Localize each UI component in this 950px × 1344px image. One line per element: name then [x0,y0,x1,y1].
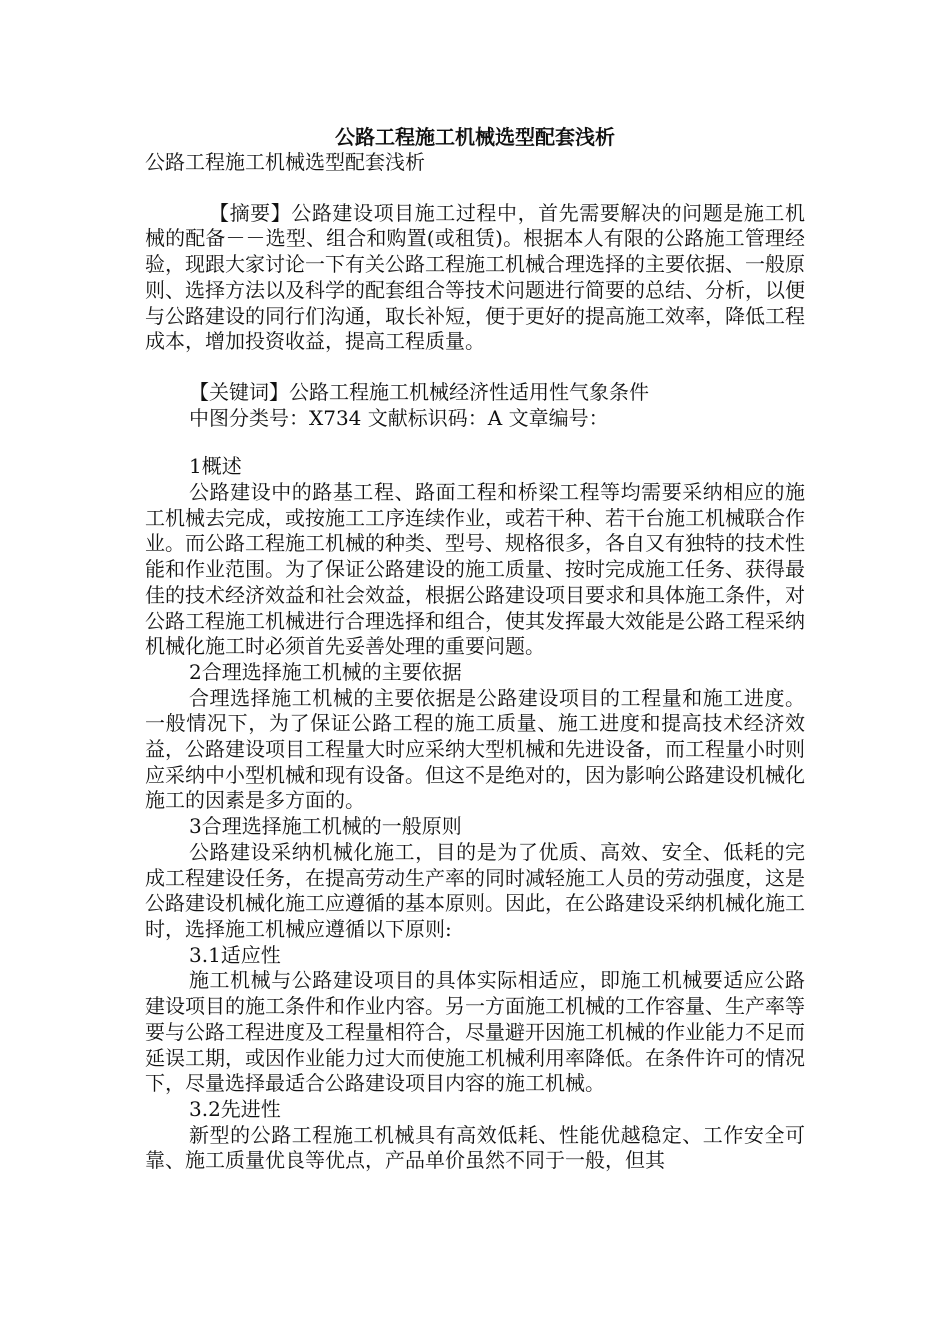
section-2-heading: 2合理选择施工机械的主要依据 [189,659,462,684]
section-1-body: 公路建设中的路基工程、路面工程和桥梁工程等均需要采纳相应的施工机械去完成，或按施工工序连续作业，或若干种、若干台施工机械联合作业。而公路工程施工机械的种类、型号、规格很多，各自又有独特的技术性能和作业范围。为了保证公路建设的施工质量、按时完成施工任务、获得最佳的技术经济效益和社会效益，根据公路建设项目要求和具体施工条件，对公路工程施工机械进行合理选择和组合，使其发挥最大效能是公路工程采纳机械化施工时必须首先妥善处理的重要问题。 [145,480,805,659]
section-3-body: 公路建设采纳机械化施工，目的是为了优质、高效、安全、低耗的完成工程建设任务，在提高劳动生产率的同时减轻施工人员的劳动强度，这是公路建设机械化施工应遵循的基本原则。因此，在公路建设采纳机械化施工时，选择施工机械应遵循以下原则: [145,839,805,941]
section-1-heading: 1概述 [189,454,242,479]
section-2-body: 合理选择施工机械的主要依据是公路建设项目的工程量和施工进度。一般情况下，为了保证公路工程的施工质量、施工进度和提高技术经济效益，公路建设项目工程量大时应采纳大型机械和先进设备，而工程量小时则应采纳中小型机械和现有设备。但这不是绝对的，因为影响公路建设机械化施工的因素是多方面的。 [145,685,805,813]
classification-line: 中图分类号：X734 文献标识码：A 文章编号： [189,405,609,430]
keywords-line: 【关键词】公路工程施工机械经济性适用性气象条件 [189,379,649,404]
document-subtitle: 公路工程施工机械选型配套浅析 [145,150,425,174]
document-title: 公路工程施工机械选型配套浅析 [335,125,615,149]
section-3-1-heading: 3.1适应性 [189,942,281,967]
section-3-2-heading: 3.2先进性 [189,1096,281,1121]
section-3-2-body: 新型的公路工程施工机械具有高效低耗、性能优越稳定、工作安全可靠、施工质量优良等优点，产品单价虽然不同于一般，但其 [145,1122,805,1173]
section-3-heading: 3合理选择施工机械的一般原则 [189,814,462,839]
section-3-1-body: 施工机械与公路建设项目的具体实际相适应，即施工机械要适应公路建设项目的施工条件和作业内容。另一方面施工机械的工作容量、生产率等要与公路工程进度及工程量相符合，尽量避开因施工机械的作业能力不足而延误工期，或因作业能力过大而使施工机械利用率降低。在条件许可的情况下，尽量选择最适合公路建设项目内容的施工机械。 [145,968,805,1096]
abstract-paragraph: 【摘要】公路建设项目施工过程中，首先需要解决的问题是施工机械的配备－－选型、组合和购置(或租赁)。根据本人有限的公路施工管理经验，现跟大家讨论一下有关公路工程施工机械合理选择的主要依据、一般原则、选择方法以及科学的配套组合等技术问题进行简要的总结、分析，以便与公路建设的同行们沟通，取长补短，便于更好的提高施工效率，降低工程成本，增加投资收益，提高工程质量。 [145,200,805,354]
document-body [145,150,805,1174]
